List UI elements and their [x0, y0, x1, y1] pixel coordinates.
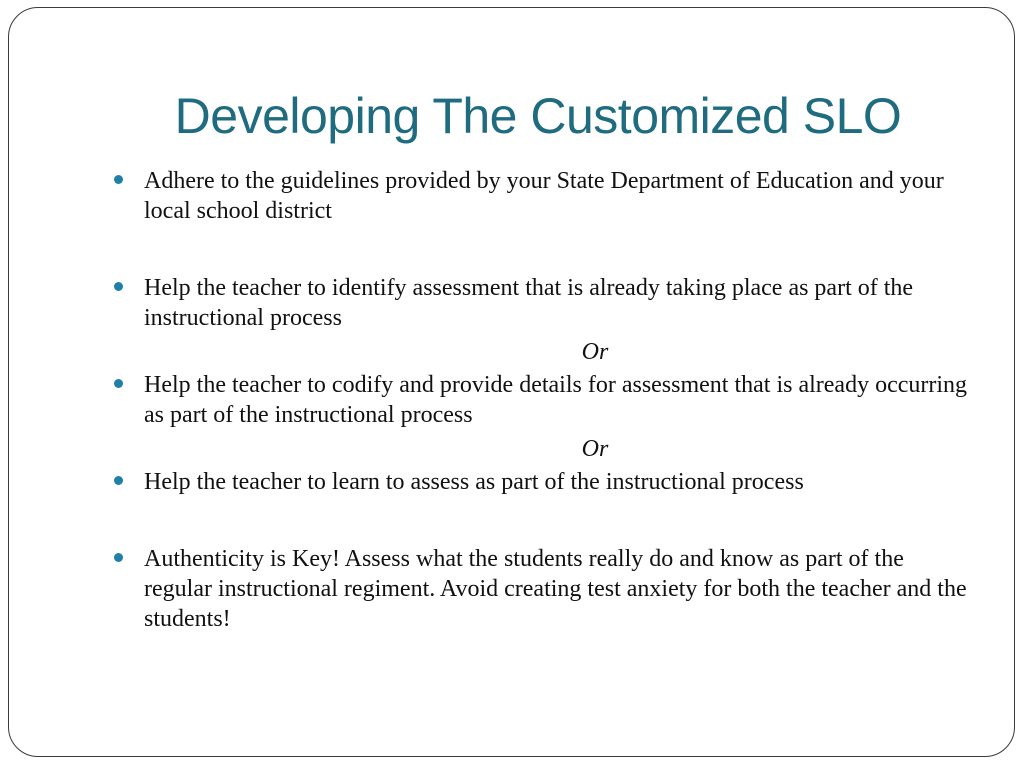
bullet-icon: [114, 282, 123, 291]
bullet-icon: [114, 175, 123, 184]
or-separator: Or: [581, 436, 609, 462]
list-item: [112, 467, 968, 497]
slide-title: Developing The Customized SLO: [174, 88, 902, 144]
list-item: [112, 273, 968, 333]
bullet-text: Help the teacher to identify assessment that is already taking place as part of the instructional process: [144, 275, 914, 331]
bullet-text: Adhere to the guidelines provided by your State Department of Education and your local school district: [144, 168, 944, 224]
list-item: [112, 370, 968, 430]
bullet-icon: [114, 379, 123, 388]
bullet-text: Help the teacher to learn to assess as part of the instructional process: [144, 469, 804, 495]
bullet-icon: [114, 476, 123, 485]
bullet-list: [112, 166, 968, 634]
bullet-icon: [114, 553, 123, 562]
or-separator: Or: [581, 339, 609, 365]
bullet-text: Authenticity is Key! Assess what the students really do and know as part of the regular instructional regiment. Avoid creating test anxiety for both the teacher and the students!: [144, 546, 967, 632]
bullet-text: Help the teacher to codify and provide details for assessment that is already occurring as part of the instructional process: [144, 372, 968, 428]
list-item: [112, 544, 968, 634]
list-item: [112, 166, 968, 226]
